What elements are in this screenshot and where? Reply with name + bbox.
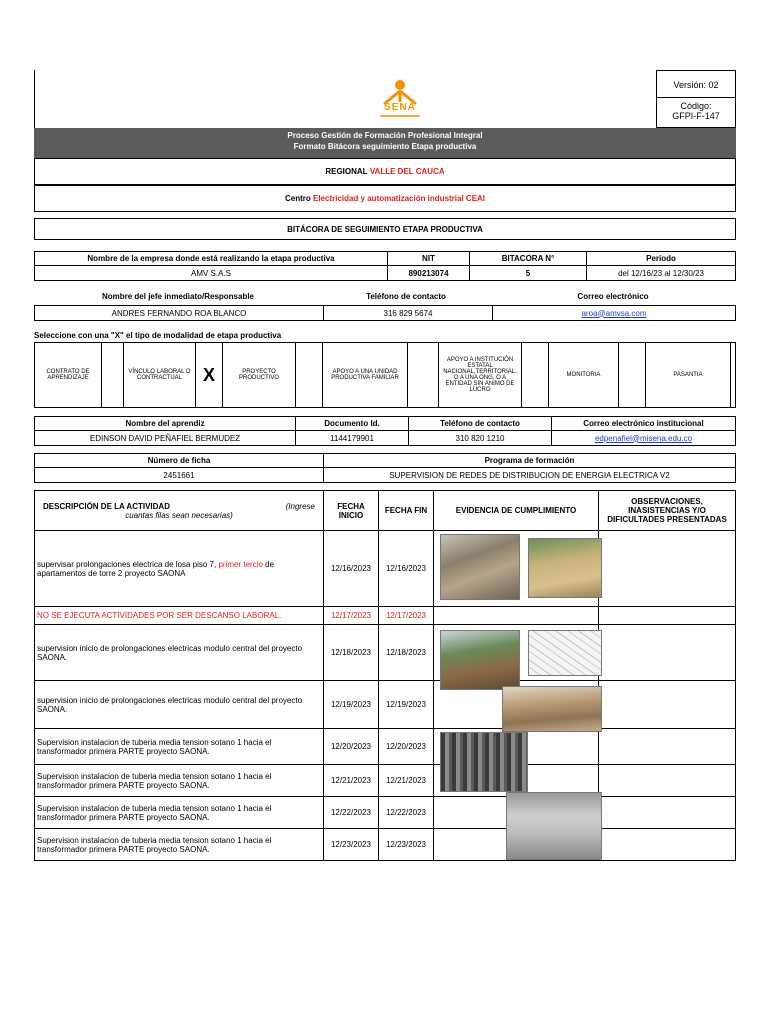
- opt-institucion: APOYO A INSTITUCIÓN ESTATAL NACIONAL,TERRITORIAL, O A UNA ONG, O A ENTIDAD SIN ANIMO DE LUCRO: [439, 343, 522, 408]
- col-apprentice-name: Nombre del aprendiz: [35, 417, 296, 431]
- row1-desc-red: primer tercio: [218, 559, 263, 569]
- row4-desc: supervision inicio de prolongaciones electricas modulo central del proyecto SAONA.: [35, 681, 324, 729]
- boss-table: [34, 305, 736, 321]
- evidence-photo-basement: [506, 792, 602, 860]
- col-ficha: Número de ficha: [35, 454, 324, 468]
- row2-evidence: [434, 607, 599, 625]
- code-cell: [656, 97, 736, 128]
- sena-logo: [372, 78, 428, 122]
- row7-end: 12/22/2023: [379, 797, 434, 829]
- boss-name-header: Nombre del jefe inmediato/Responsable: [101, 292, 255, 301]
- col-doc: Documento Id.: [296, 417, 409, 431]
- table-row: [35, 607, 736, 625]
- opt-unidad-familiar-check[interactable]: [408, 343, 439, 408]
- apprentice-doc: 1144179901: [296, 431, 409, 446]
- opt-proyecto-check[interactable]: [296, 343, 323, 408]
- table-row: [35, 829, 736, 861]
- centro-value: Electricidad y automatización industrial CEAI: [312, 194, 486, 203]
- opt-pasantia-check[interactable]: [731, 343, 736, 408]
- process-title: Proceso Gestión de Formación Profesional Integral: [287, 131, 483, 140]
- col-program: Programa de formación: [324, 454, 736, 468]
- row1-start: 12/16/2023: [324, 531, 379, 607]
- boss-email-header: Correo electrónico: [577, 292, 649, 301]
- col-bitacora: BITACORA N°: [470, 252, 587, 266]
- code-label: Código:: [680, 101, 712, 111]
- row5-end: 12/20/2023: [379, 729, 434, 765]
- evidence-photo-slab-1: [440, 534, 520, 600]
- table-row: [35, 681, 736, 729]
- row2-start: 12/17/2023: [324, 607, 379, 625]
- row6-obs: [599, 765, 736, 797]
- row8-end: 12/23/2023: [379, 829, 434, 861]
- modality-table: [34, 342, 736, 408]
- sena-logo-text: SENA: [384, 102, 416, 113]
- regional-label: REGIONAL: [325, 167, 368, 176]
- row8-desc: Supervision instalacion de tuberia media tension sotano 1 hacia el transformador primera PARTE proyecto SAONA.: [35, 829, 324, 861]
- row8-obs: [599, 829, 736, 861]
- version-cell: Versión: 02: [656, 70, 736, 98]
- table-row: [35, 765, 736, 797]
- col-desc: [35, 491, 324, 531]
- col-periodo: Período: [587, 252, 736, 266]
- format-title: Formato Bitácora seguimiento Etapa productiva: [293, 142, 477, 151]
- opt-institucion-check[interactable]: [522, 343, 549, 408]
- opt-contrato-check[interactable]: [102, 343, 124, 408]
- opt-proyecto: PROYECTO PRODUCTIVO: [223, 343, 296, 408]
- col-desc-note2: cuantas filas sean necesarias): [125, 510, 233, 520]
- row8-start: 12/23/2023: [324, 829, 379, 861]
- row2-end: 12/17/2023: [379, 607, 434, 625]
- opt-monitoria: MONITORIA: [549, 343, 619, 408]
- table-row: [35, 729, 736, 765]
- opt-monitoria-check[interactable]: [619, 343, 646, 408]
- opt-vinculo: VÍNCULO LABORAL O CONTRACTUAL: [124, 343, 196, 408]
- row1-desc-b: de apartamentos de torre 2 proyecto SAONA: [37, 559, 275, 578]
- apprentice-email-link[interactable]: edpenafiel@misena.edu.co: [594, 433, 693, 443]
- col-desc-note1: (Ingrese: [285, 501, 315, 511]
- evidence-photo-slab-2: [528, 538, 602, 598]
- col-obs: OBSERVACIONES, INASISTENCIAS Y/O DIFICULTADES PRESENTADAS: [599, 491, 736, 531]
- col-apprentice-email: Correo electrónico institucional: [552, 417, 736, 431]
- row6-end: 12/21/2023: [379, 765, 434, 797]
- title-band: [34, 128, 736, 158]
- evidence-photo-site-1: [440, 630, 520, 690]
- nit-value: 890213074: [388, 266, 470, 281]
- row1-desc: [35, 531, 324, 607]
- program-value: SUPERVISION DE REDES DE DISTRIBUCION DE ENERGIA ELECTRICA V2: [324, 468, 736, 483]
- row4-obs: [599, 681, 736, 729]
- apprentice-name: EDINSON DAVID PEÑAFIEL BERMUDEZ: [35, 431, 296, 446]
- row2-desc: NO SE EJECUTA ACTIVIDADES POR SER DESCANSO LABORAL.: [35, 607, 324, 625]
- row1-desc-a: supervisar prolongaciones electrica de losa piso 7,: [37, 559, 217, 569]
- evidence-photo-plan: [528, 630, 602, 676]
- row7-start: 12/22/2023: [324, 797, 379, 829]
- row4-end: 12/19/2023: [379, 681, 434, 729]
- col-apprentice-phone: Teléfono de contacto: [409, 417, 552, 431]
- apprentice-table: [34, 416, 736, 446]
- boss-name: ANDRES FERNANDO ROA BLANCO: [35, 306, 324, 321]
- row5-start: 12/20/2023: [324, 729, 379, 765]
- col-nit: NIT: [388, 252, 470, 266]
- row5-obs: [599, 729, 736, 765]
- evidence-photo-site-2: [502, 686, 602, 732]
- boss-phone-header: Teléfono de contacto: [366, 292, 446, 301]
- activities-table: [34, 490, 736, 861]
- row1-obs: [599, 531, 736, 607]
- row6-desc: Supervision instalacion de tuberia media tension sotano 1 hacia el transformador primera PARTE proyecto SAONA.: [35, 765, 324, 797]
- program-table: [34, 453, 736, 483]
- centro-row: [34, 185, 736, 212]
- ficha-value: 2451661: [35, 468, 324, 483]
- opt-contrato: CONTRATO DE APRENDIZAJE: [35, 343, 102, 408]
- table-row: [35, 531, 736, 607]
- opt-unidad-familiar: APOYO A UNA UNIDAD PRODUCTIVA FAMILIAR: [323, 343, 408, 408]
- opt-pasantia: PASANTIA: [646, 343, 731, 408]
- col-desc-title: DESCRIPCIÓN DE LA ACTIVIDAD: [43, 501, 170, 511]
- col-start: FECHA INICIO: [324, 491, 379, 531]
- periodo-value: del 12/16/23 al 12/30/23: [587, 266, 736, 281]
- row3-end: 12/18/2023: [379, 625, 434, 681]
- evidence-photo-pipes: [440, 732, 528, 792]
- bitacora-title: BITÁCORA DE SEGUIMIENTO ETAPA PRODUCTIVA: [34, 218, 736, 240]
- regional-row: [34, 158, 736, 185]
- col-empresa: Nombre de la empresa donde está realizando la etapa productiva: [35, 252, 388, 266]
- boss-email-link[interactable]: aroa@amvsa.com: [581, 308, 647, 318]
- header-left-border: [34, 70, 35, 128]
- row1-end: 12/16/2023: [379, 531, 434, 607]
- col-end: FECHA FIN: [379, 491, 434, 531]
- row7-obs: [599, 797, 736, 829]
- centro-label: Centro: [284, 194, 311, 203]
- regional-value: VALLE DEL CAUCA: [369, 167, 445, 176]
- code-value: GFPI-F-147: [672, 111, 720, 121]
- modality-prompt: Seleccione con una "X" el tipo de modalidad de etapa productiva: [34, 331, 282, 340]
- row2-obs: [599, 607, 736, 625]
- boss-phone: 316 829 5674: [324, 306, 493, 321]
- row3-start: 12/18/2023: [324, 625, 379, 681]
- row6-start: 12/21/2023: [324, 765, 379, 797]
- row3-obs: [599, 625, 736, 681]
- table-row: [35, 625, 736, 681]
- col-evidence: EVIDENCIA DE CUMPLIMIENTO: [434, 491, 599, 531]
- empresa-value: AMV S.A.S: [35, 266, 388, 281]
- row4-start: 12/19/2023: [324, 681, 379, 729]
- opt-vinculo-check[interactable]: X: [196, 343, 223, 408]
- row3-desc: supervision inicio de prolongaciones electricas modulo central del proyecto SAONA.: [35, 625, 324, 681]
- table-row: [35, 797, 736, 829]
- company-table: [34, 251, 736, 281]
- row5-desc: Supervision instalacion de tuberia media tension sotano 1 hacia el transformador primera PARTE proyecto SAONA.: [35, 729, 324, 765]
- row7-desc: Supervision instalacion de tuberia media tension sotano 1 hacia el transformador primera PARTE proyecto SAONA.: [35, 797, 324, 829]
- bitacora-value: 5: [470, 266, 587, 281]
- apprentice-phone: 310 820 1210: [409, 431, 552, 446]
